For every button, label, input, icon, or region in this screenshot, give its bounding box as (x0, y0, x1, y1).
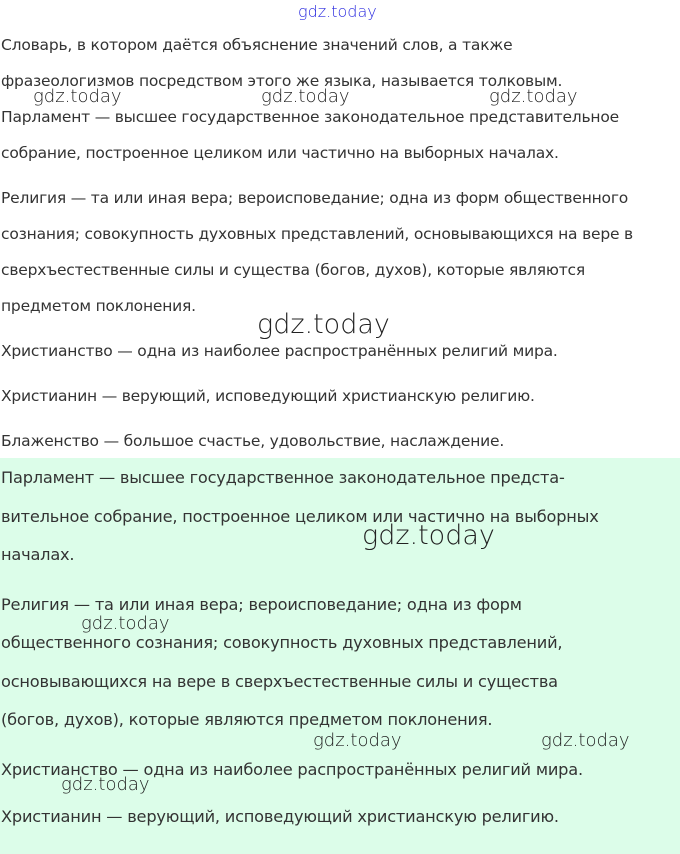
text-line: фразеологизмов посредством этого же языка, называется толковым. (1, 72, 563, 90)
text-line: Словарь, в котором даётся объяснение значений слов, а также (1, 36, 513, 54)
text-line: Парламент — высшее государственное законодательное представительное (1, 108, 619, 126)
watermark: gdz.today (541, 730, 630, 751)
watermark: gdz.today (61, 774, 150, 795)
text-line: Религия — та или иная вера; вероисповедание; одна из форм (1, 595, 522, 614)
text-line: Парламент — высшее государственное законодательное предста- (1, 468, 565, 487)
text-line: сверхъестественные силы и существа (богов, духов), которые являются (1, 261, 585, 279)
watermark: gdz.today (298, 2, 377, 21)
text-line: Блаженство — большое счастье, удовольствие, наслаждение. (1, 432, 505, 450)
text-line: вительное собрание, построенное целиком или частично на выборных (1, 507, 599, 526)
watermark: gdz.today (257, 309, 390, 340)
text-line: Христианин — верующий, исповедующий христианскую религию. (1, 387, 535, 405)
text-line: Христианин — верующий, исповедующий христианскую религию. (1, 807, 559, 826)
text-line: Религия — та или иная вера; вероисповедание; одна из форм общественного (1, 189, 629, 207)
text-line: Христианство — одна из наиболее распространённых религий мира. (1, 760, 583, 779)
text-line: основывающихся на вере в сверхъестественные силы и существа (1, 672, 558, 691)
watermark: gdz.today (489, 86, 578, 107)
text-line: собрание, построенное целиком или частично на выборных началах. (1, 144, 559, 162)
watermark: gdz.today (362, 520, 495, 551)
text-line: Христианство — одна из наиболее распространённых религий мира. (1, 342, 558, 360)
watermark: gdz.today (33, 86, 122, 107)
watermark: gdz.today (313, 730, 402, 751)
text-line: предметом поклонения. (1, 297, 196, 315)
text-line: сознания; совокупность духовных представлений, основывающихся на вере в (1, 225, 633, 243)
text-line: общественного сознания; совокупность духовных представлений, (1, 633, 563, 652)
watermark: gdz.today (81, 613, 170, 634)
text-line: началах. (1, 545, 75, 564)
watermark: gdz.today (261, 86, 350, 107)
text-line: (богов, духов), которые являются предметом поклонения. (1, 710, 493, 729)
